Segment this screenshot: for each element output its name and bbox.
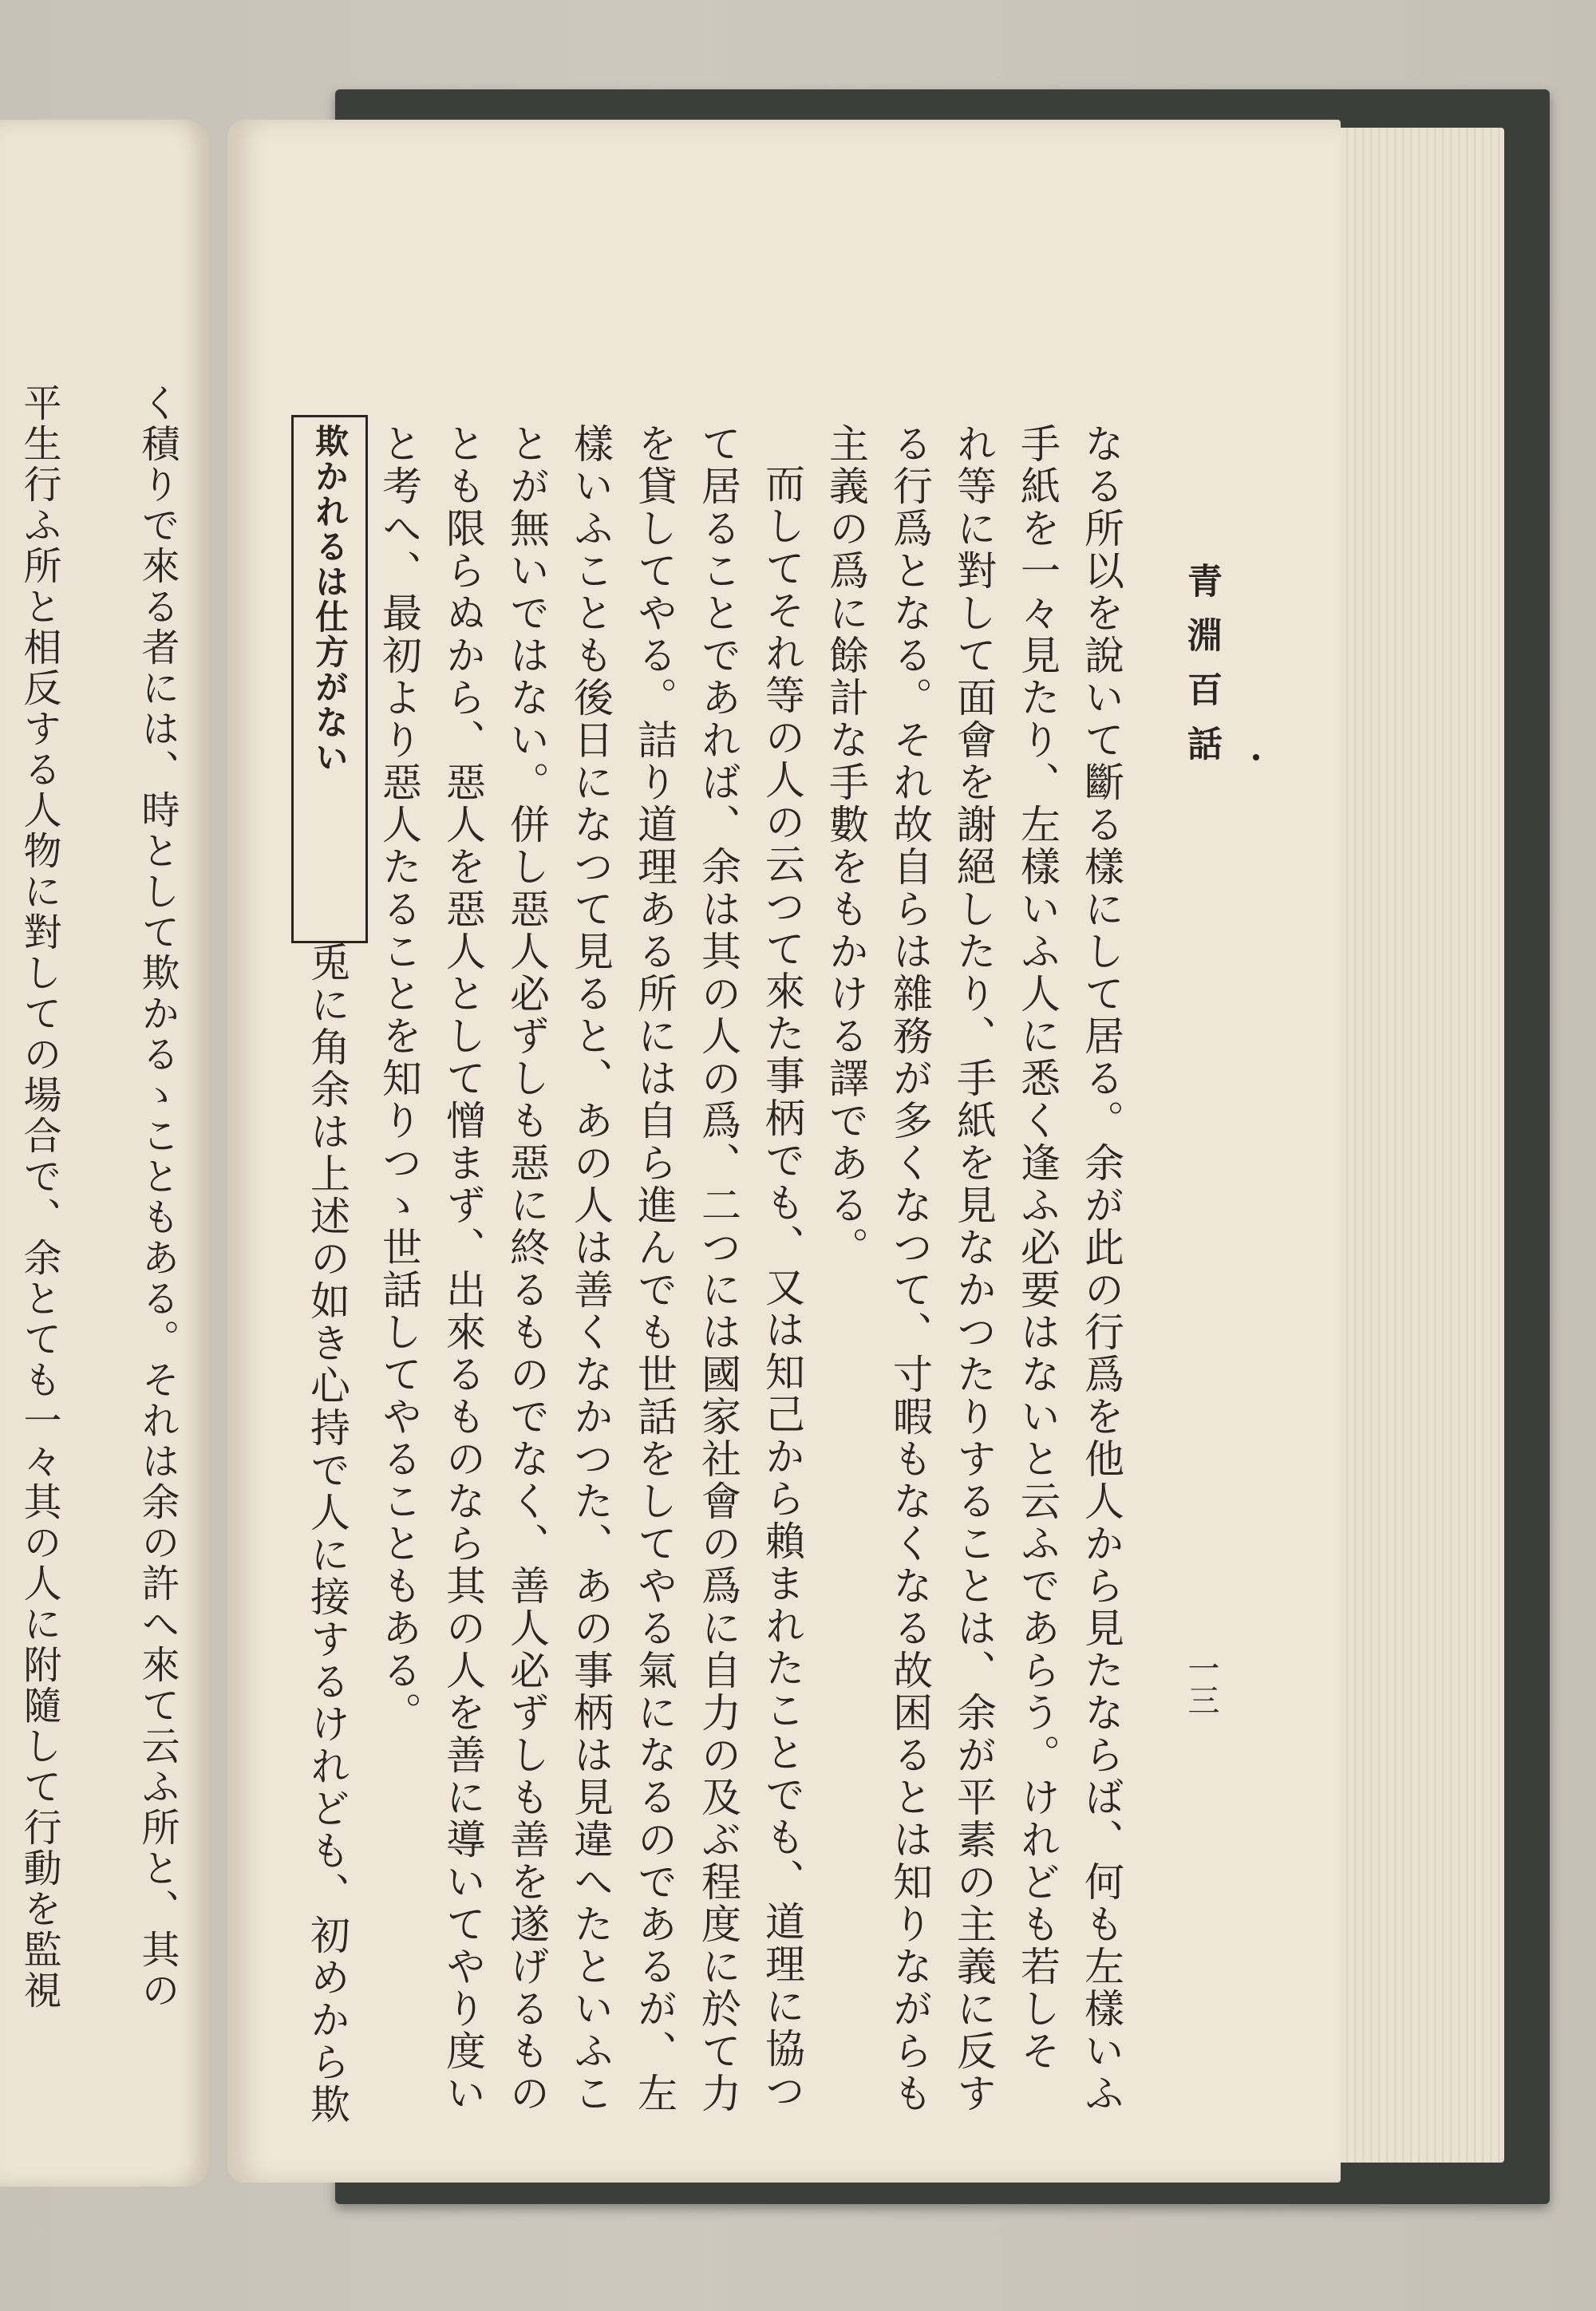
text-column-3: れ等に對して面會を謝絕したり、手紙を見なかつたりすることは、余が平素の主義に反す: [950, 423, 997, 2115]
text-column-11: とも限らぬから、惡人を惡人として憎まず、出來るものなら其の人を善に導いてやり度い: [440, 423, 486, 2115]
text-column-9: 樣いふことも後日になつて見ると、あの人は善くなかつた、あの事柄は見違へたといふこ: [567, 423, 614, 2115]
title-dot: [1253, 754, 1259, 760]
text-column-4: る行爲となる。それ故自らは雜務が多くなつて、寸暇もなくなる故困るとは知りながらも: [887, 423, 933, 2115]
running-title: 青淵百話: [1181, 563, 1222, 780]
right-page: [227, 120, 1341, 2183]
text-column-6: 而してそれ等の人の云つて來た事柄でも、又は知己から賴まれたことでも、道理に協つ: [759, 463, 805, 2112]
text-column-2: 手紙を一々見たり、左樣いふ人に悉く逢ふ必要はないと云ふであらう。けれども若しそ: [1014, 423, 1061, 2072]
page-number: 一三: [1183, 1652, 1219, 1716]
section-heading: 欺かれるは仕方がない: [310, 424, 350, 775]
section-heading-box: [291, 415, 368, 943]
text-column-12: と考へ、最初より惡人たることを知りつゝ世話してやることもある。: [376, 423, 422, 1734]
text-column-8: を貸してやる。詰り道理ある所には自ら進んでも世話をしてやる氣になるのであるが、左: [631, 423, 678, 2115]
text-column-7: て居ることであれば、余は其の人の爲、二つには國家社會の爲に自力の及ぶ程度に於て力: [695, 423, 741, 2115]
left-page-column-1: く積りで來る者には、時として欺かるゝこともある。それは余の許へ來て云ふ所と、其の: [135, 383, 180, 2011]
text-column-5: 主義の爲に餘計な手數をもかける譯である。: [823, 423, 869, 1269]
left-page: [0, 120, 209, 2187]
text-column-10: とが無いではない。併し惡人必ずしも惡に終るものでなく、善人必ずしも善を遂げるもの: [504, 423, 550, 2115]
page-edges: [1325, 128, 1504, 2163]
text-column-after-heading: 兎に角余は上述の如き心持で人に接するけれども、初めから欺: [304, 942, 350, 2126]
left-page-column-2: 平生行ふ所と相反する人物に對しての場合で、余とても一々其の人に附隨して行動を監視: [17, 383, 61, 2011]
text-column-1: なる所以を說いて斷る樣にして居る。余が此の行爲を他人から見たならば、何も左樣いふ: [1078, 423, 1124, 2115]
